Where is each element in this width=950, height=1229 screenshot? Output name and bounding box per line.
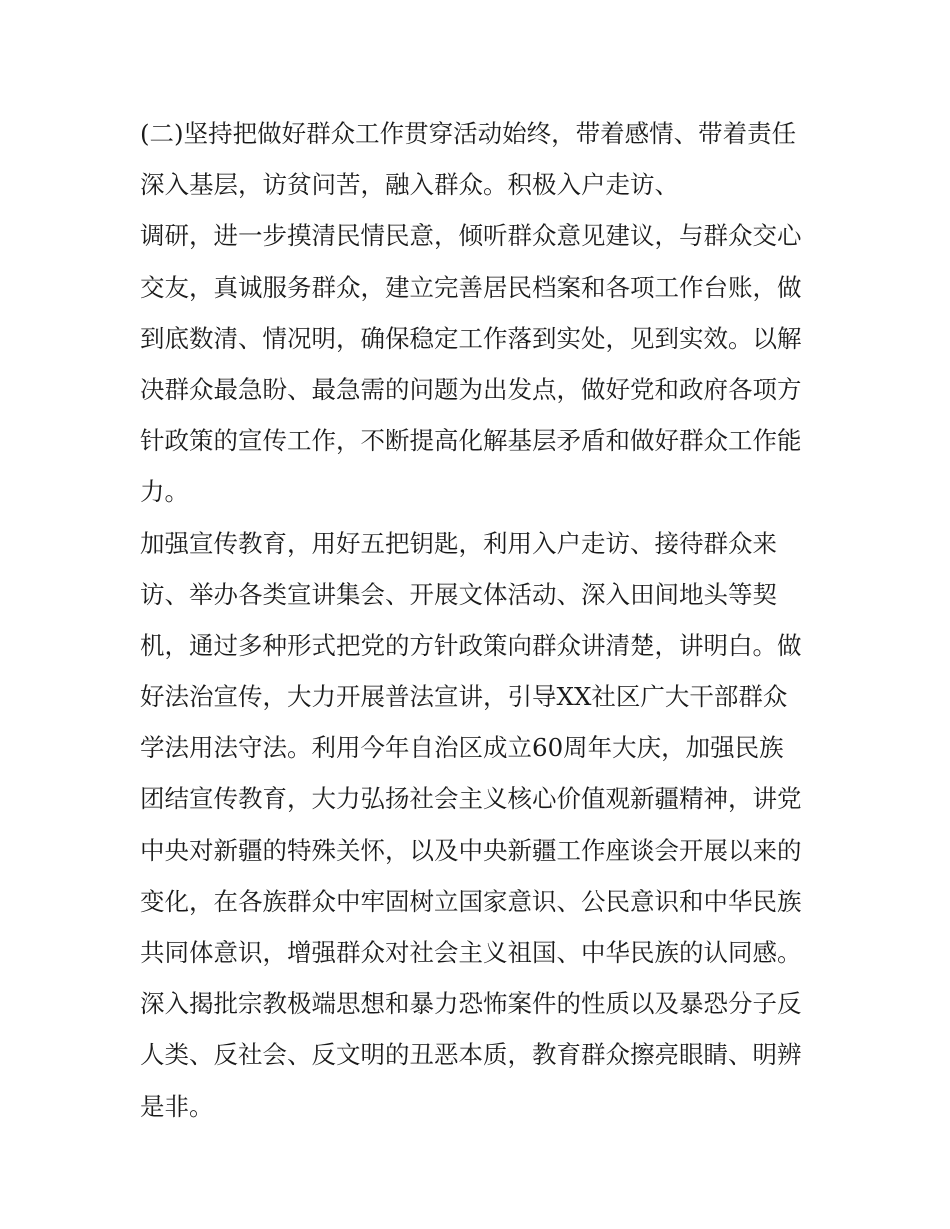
text-line: 是非。 xyxy=(140,1091,214,1121)
text-line: 决群众最急盼、最急需的问题为出发点，做好党和政府各项方 xyxy=(140,374,802,404)
document-body xyxy=(140,108,820,1132)
text-line: 访、举办各类宣讲集会、开展文体活动、深入田间地头等契 xyxy=(140,579,777,609)
text-line: 团结宣传教育，大力弘扬社会主义核心价值观新疆精神，讲党 xyxy=(140,784,802,814)
text-line: 学法用法守法。利用今年自治区成立60周年大庆，加强民族 xyxy=(140,733,784,763)
text-line: 变化，在各族群众中牢固树立国家意识、公民意识和中华民族 xyxy=(140,886,802,916)
text-line: 调研，进一步摸清民情民意，倾听群众意见建议，与群众交心 xyxy=(140,221,802,251)
text-line: 人类、反社会、反文明的丑恶本质，教育群众擦亮眼睛、明辨 xyxy=(140,1040,802,1070)
text-line: 针政策的宣传工作，不断提高化解基层矛盾和做好群众工作能 xyxy=(140,426,802,456)
text-line: 到底数清、情况明，确保稳定工作落到实处，见到实效。以解 xyxy=(140,323,802,353)
text-line: 机，通过多种形式把党的方针政策向群众讲清楚，讲明白。做 xyxy=(140,630,802,660)
text-line: 共同体意识，增强群众对社会主义祖国、中华民族的认同感。 xyxy=(140,938,802,967)
text-line: 交友，真诚服务群众，建立完善居民档案和各项工作台账，做 xyxy=(140,272,802,302)
text-line: 力。 xyxy=(140,477,189,507)
text-line: 加强宣传教育，用好五把钥匙，利用入户走访、接待群众来 xyxy=(140,528,777,558)
text-line: 中央对新疆的特殊关怀，以及中央新疆工作座谈会开展以来的 xyxy=(140,835,802,865)
text-line: (二)坚持把做好群众工作贯穿活动始终，带着感情、带着责任 xyxy=(140,119,797,148)
text-line: 深入基层，访贫问苦，融入群众。积极入户走访、 xyxy=(140,170,679,200)
text-line: 深入揭批宗教极端思想和暴力恐怖案件的性质以及暴恐分子反 xyxy=(140,989,802,1019)
text-line: 好法治宣传，大力开展普法宣讲，引导XX社区广大干部群众 xyxy=(140,682,788,712)
